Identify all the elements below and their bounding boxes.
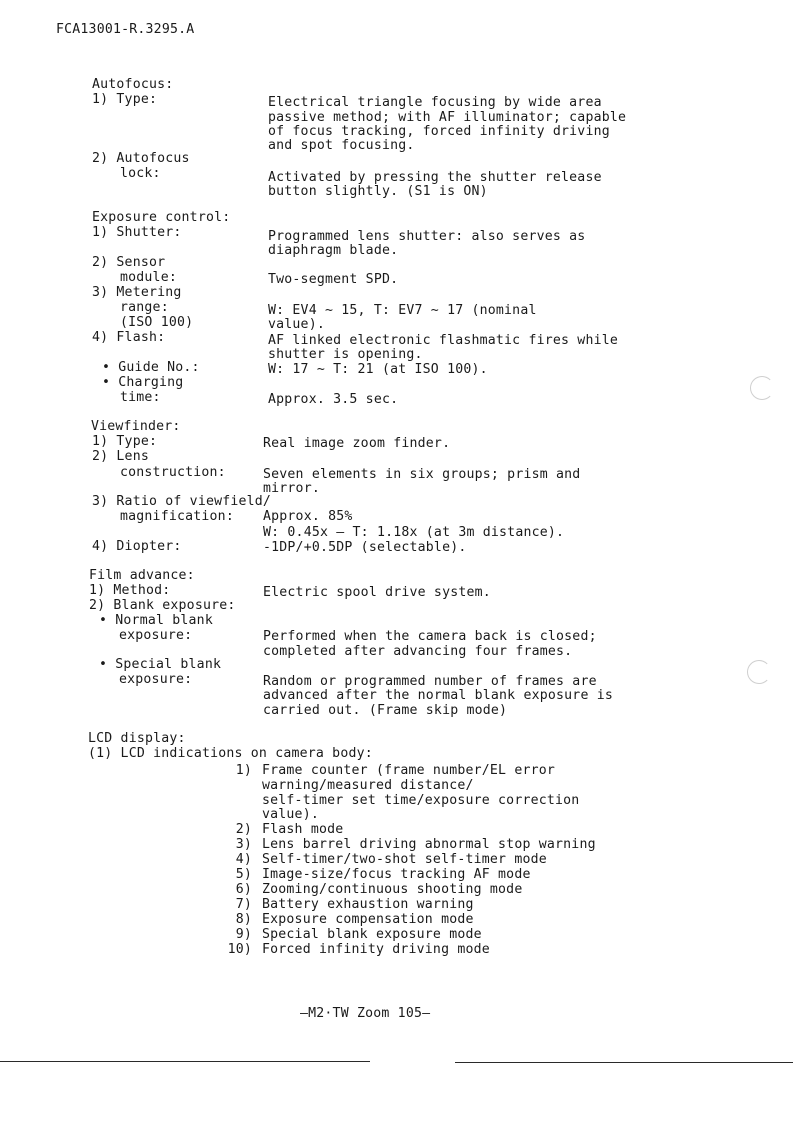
value-af-lock-2: button slightly. (S1 is ON)	[268, 184, 488, 199]
value-special-blank-1: Random or programmed number of frames are	[263, 674, 597, 689]
value-vf-type: Real image zoom finder.	[263, 436, 451, 451]
label-sensor-2: module:	[120, 270, 177, 285]
label-normal-blank-1: • Normal blank	[99, 613, 213, 628]
label-flash: 4) Flash:	[92, 330, 166, 345]
label-diopter: 4) Diopter:	[92, 539, 182, 554]
label-lens-2: construction:	[120, 465, 226, 480]
lcd-item-number: 9)	[235, 927, 252, 942]
lcd-item-text: Special blank exposure mode	[262, 927, 482, 942]
label-normal-blank-2: exposure:	[119, 628, 193, 643]
value-normal-blank-2: completed after advancing four frames.	[263, 644, 573, 659]
value-lens-2: mirror.	[263, 481, 320, 496]
lcd-item-text: Battery exhaustion warning	[262, 897, 474, 912]
lcd-item-text: self-timer set time/exposure correction	[262, 793, 580, 808]
label-af-lock-1: 2) Autofocus	[92, 151, 190, 166]
value-lens-1: Seven elements in six groups; prism and	[263, 467, 581, 482]
label-metering-3: (ISO 100)	[120, 315, 194, 330]
lcd-item-text: Exposure compensation mode	[262, 912, 474, 927]
value-normal-blank-1: Performed when the camera back is closed;	[263, 629, 597, 644]
value-af-type-4: and spot focusing.	[268, 138, 415, 153]
value-flash-2: shutter is opening.	[268, 347, 423, 362]
section-title-lcd: LCD display:	[88, 731, 186, 746]
document-id: FCA13001-R.3295.A	[56, 22, 195, 37]
lcd-item-text: Forced infinity driving mode	[262, 942, 490, 957]
label-special-blank-1: • Special blank	[99, 657, 222, 672]
lcd-item-text: Lens barrel driving abnormal stop warning	[262, 837, 596, 852]
value-charging: Approx. 3.5 sec.	[268, 392, 399, 407]
label-shutter: 1) Shutter:	[92, 225, 182, 240]
value-af-lock-1: Activated by pressing the shutter release	[268, 170, 602, 185]
value-diopter: -1DP/+0.5DP (selectable).	[263, 540, 467, 555]
value-special-blank-2: advanced after the normal blank exposure is	[263, 688, 614, 703]
value-shutter-1: Programmed lens shutter: also serves as	[268, 229, 586, 244]
section-title-autofocus: Autofocus:	[92, 77, 174, 92]
label-special-blank-2: exposure:	[119, 672, 193, 687]
label-method: 1) Method:	[89, 583, 171, 598]
value-metering-1: W: EV4 ~ 15, T: EV7 ~ 17 (nominal	[268, 303, 537, 318]
value-special-blank-3: carried out. (Frame skip mode)	[263, 703, 508, 718]
lcd-subtitle: (1) LCD indications on camera body:	[88, 746, 373, 761]
value-af-type-1: Electrical triangle focusing by wide area	[268, 95, 602, 110]
label-ratio-1: 3) Ratio of viewfield/	[92, 494, 272, 509]
lcd-item-text: Self-timer/two-shot self-timer mode	[262, 852, 547, 867]
value-af-type-3: of focus tracking, forced infinity driving	[268, 124, 610, 139]
lcd-item-text: Image-size/focus tracking AF mode	[262, 867, 531, 882]
label-sensor-1: 2) Sensor	[92, 255, 166, 270]
value-ratio-1: Approx. 85%	[263, 509, 353, 524]
lcd-item-number: 3)	[235, 837, 252, 852]
lcd-item-number: 2)	[235, 822, 252, 837]
label-vf-type: 1) Type:	[92, 434, 158, 449]
lcd-item-number: 4)	[235, 852, 252, 867]
section-title-film-advance: Film advance:	[89, 568, 195, 583]
lcd-item-number: 8)	[235, 912, 252, 927]
bottom-rule-right	[455, 1062, 793, 1063]
lcd-item-number: 6)	[235, 882, 252, 897]
section-title-viewfinder: Viewfinder:	[91, 419, 181, 434]
lcd-item-number: 10)	[227, 942, 252, 957]
lcd-item-number: 7)	[235, 897, 252, 912]
value-method: Electric spool drive system.	[263, 585, 491, 600]
punch-hole-mark	[747, 660, 771, 684]
value-metering-2: value).	[268, 317, 325, 332]
page-footer: —M2·TW Zoom 105—	[300, 1006, 431, 1021]
punch-hole-mark	[750, 376, 774, 400]
lcd-item-text: Flash mode	[262, 822, 344, 837]
lcd-item-number: 1)	[235, 763, 252, 778]
label-guide-no: • Guide No.:	[102, 360, 200, 375]
value-shutter-2: diaphragm blade.	[268, 243, 399, 258]
label-lens-1: 2) Lens	[92, 449, 149, 464]
section-title-exposure: Exposure control:	[92, 210, 231, 225]
label-af-lock-2: lock:	[120, 166, 161, 181]
value-ratio-2: W: 0.45x — T: 1.18x (at 3m distance).	[263, 525, 565, 540]
label-blank-exposure: 2) Blank exposure:	[89, 598, 236, 613]
label-metering-2: range:	[120, 300, 169, 315]
label-charging-1: • Charging	[102, 375, 184, 390]
value-guide-no: W: 17 ~ T: 21 (at ISO 100).	[268, 362, 488, 377]
value-flash-1: AF linked electronic flashmatic fires while	[268, 333, 619, 348]
lcd-item-text: Frame counter (frame number/EL error	[262, 763, 556, 778]
bottom-rule-left	[0, 1061, 370, 1062]
label-ratio-2: magnification:	[120, 509, 234, 524]
lcd-item-text: warning/measured distance/	[262, 778, 474, 793]
label-metering-1: 3) Metering	[92, 285, 182, 300]
lcd-item-text: Zooming/continuous shooting mode	[262, 882, 523, 897]
label-af-type: 1) Type:	[92, 92, 158, 107]
value-af-type-2: passive method; with AF illuminator; capable	[268, 110, 627, 125]
lcd-item-number: 5)	[235, 867, 252, 882]
lcd-item-text: value).	[262, 807, 319, 822]
label-charging-2: time:	[120, 390, 161, 405]
value-sensor: Two-segment SPD.	[268, 272, 399, 287]
